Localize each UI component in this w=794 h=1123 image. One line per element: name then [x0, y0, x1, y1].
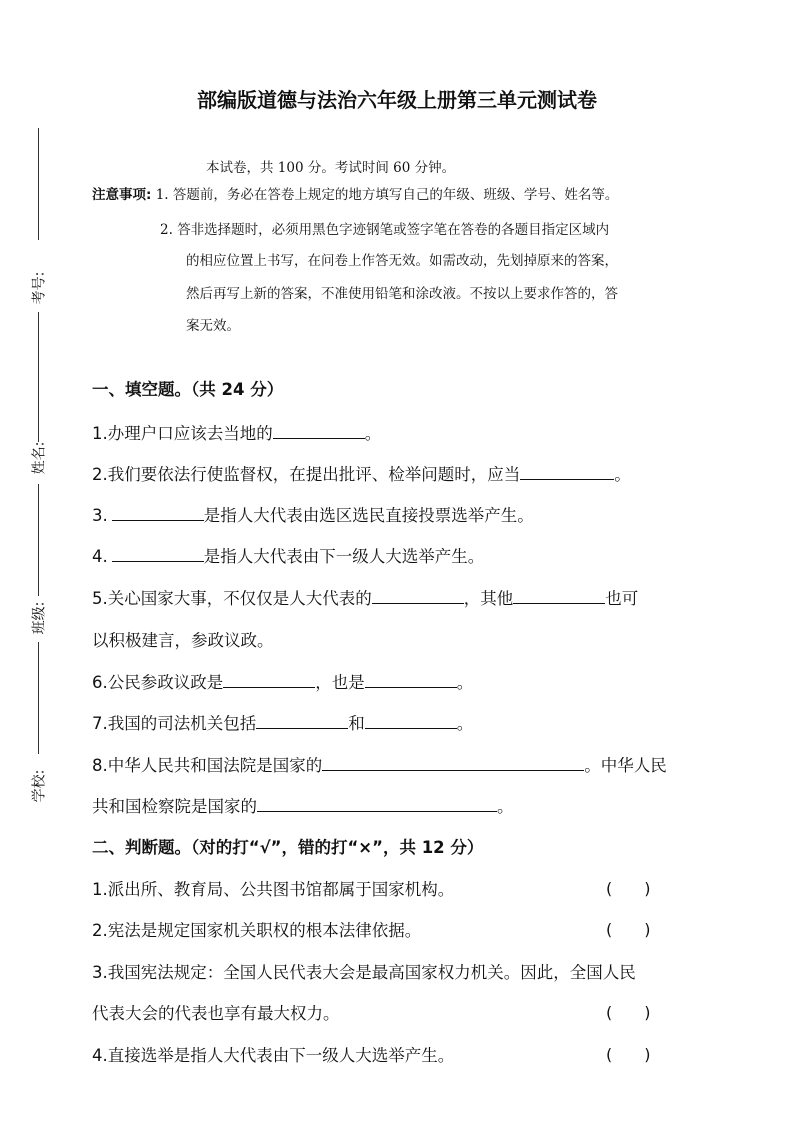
notice-item-1-text: 答题前，务必在答卷上规定的地方填写自己的年级、班级、学号、姓名等。: [172, 187, 619, 203]
judge-question-4: 4.直接选举是指人大代表由下一级人大选举产生。: [92, 1046, 455, 1065]
binding-line-3: [38, 484, 39, 596]
question-6-text-1: 6.公民参政议政是: [92, 673, 224, 692]
question-4-number: 4.: [92, 547, 108, 566]
answer-blank[interactable]: [112, 546, 204, 562]
answer-blank[interactable]: [322, 755, 584, 771]
question-6-end: 。: [456, 673, 474, 692]
question-7-end: 。: [456, 714, 474, 733]
notice-item-1: [92, 183, 618, 203]
answer-blank[interactable]: [520, 464, 614, 480]
question-6-text-2: ，也是: [315, 673, 365, 692]
question-5: [92, 585, 638, 609]
question-7: [92, 710, 473, 734]
question-6: [92, 669, 473, 693]
judge-question-2: 2.宪法是规定国家机关职权的根本法律依据。: [92, 921, 422, 940]
answer-blank[interactable]: [256, 713, 348, 729]
answer-blank[interactable]: [513, 588, 605, 604]
question-5-text-3: 也可: [605, 589, 639, 608]
question-5-text-2: ，其他: [463, 589, 514, 608]
notice-item-2-number: 2.: [160, 222, 173, 238]
question-4-text: 是指人大代表由下一级人大选举产生。: [203, 547, 485, 566]
class-label: 班级:: [31, 601, 48, 635]
notice-item-2-line-1: [160, 218, 609, 238]
question-1: [92, 420, 381, 444]
question-7-text-2: 和: [348, 714, 365, 733]
question-5-text-1: 5.关心国家大事，不仅仅是人大代表的: [92, 589, 372, 608]
question-8-text-3: 共和国检察院是国家的: [92, 797, 257, 816]
answer-blank[interactable]: [365, 713, 457, 729]
exam-title: 部编版道德与法治六年级上册第三单元测试卷: [197, 88, 597, 112]
question-7-text-1: 7.我国的司法机关包括: [92, 714, 257, 733]
notice-item-2-line-2: 的相应位置上书写，在问卷上作答无效。如需改动，先划掉原来的答案，: [186, 253, 618, 269]
question-3-number: 3.: [92, 506, 108, 525]
answer-blank[interactable]: [273, 423, 365, 439]
judge-answer-box-4[interactable]: ( ): [606, 1045, 651, 1064]
judge-question-1: 1.派出所、教育局、公共图书馆都属于国家机构。: [92, 880, 455, 899]
section-1-heading: 一、填空题。（共 24 分）: [92, 380, 284, 399]
judge-answer-box-1[interactable]: ( ): [606, 879, 651, 898]
answer-blank[interactable]: [112, 505, 204, 521]
answer-blank[interactable]: [223, 672, 315, 688]
exam-number-label: 考号:: [31, 271, 48, 305]
section-2-heading: 二、判断题。（对的打“√”，错的打“×”，共 12 分）: [92, 838, 484, 857]
question-2: [92, 461, 631, 485]
question-4: [92, 543, 484, 567]
question-8-line-2: [92, 793, 514, 817]
question-8-text-1: 8.中华人民共和国法院是国家的: [92, 756, 323, 775]
exam-intro: 本试卷，共 100 分。考试时间 60 分钟。: [206, 160, 456, 176]
notice-heading: 注意事项:: [92, 187, 152, 203]
question-1-end: 。: [364, 424, 382, 443]
notice-item-2-line-4: 案无效。: [186, 318, 240, 334]
judge-question-3-line-1: 3.我国宪法规定：全国人民代表大会是最高国家权力机关。因此，全国人民: [92, 963, 636, 982]
answer-blank[interactable]: [372, 588, 464, 604]
binding-line-1: [38, 128, 39, 240]
school-label: 学校:: [31, 769, 48, 803]
notice-item-1-number: 1.: [155, 187, 169, 203]
question-3-text: 是指人大代表由选区选民直接投票选举产生。: [203, 506, 534, 525]
binding-line-4: [38, 642, 39, 754]
notice-item-2-line-3: 然后再写上新的答案，不准使用铅笔和涂改液。不按以上要求作答的，答: [186, 286, 618, 302]
judge-question-3-line-2: 代表大会的代表也享有最大权力。: [92, 1004, 340, 1023]
answer-blank[interactable]: [365, 672, 457, 688]
judge-answer-box-3[interactable]: ( ): [606, 1003, 651, 1022]
question-8: [92, 752, 667, 776]
binding-line-2: [38, 312, 39, 442]
answer-blank[interactable]: [257, 796, 497, 812]
name-label: 姓名:: [31, 441, 48, 475]
question-3: [92, 502, 534, 526]
question-1-text: 1.办理户口应该去当地的: [92, 424, 273, 443]
question-8-end: 。: [497, 797, 514, 816]
question-2-end: 。: [614, 465, 631, 484]
notice-item-2-text-1: 答非选择题时，必须用黑色字迹钢笔或签字笔在答卷的各题目指定区域内: [177, 222, 610, 238]
question-8-text-2: 。中华人民: [584, 756, 667, 775]
judge-answer-box-2[interactable]: ( ): [606, 920, 651, 939]
question-5-line-2: 以积极建言，参政议政。: [92, 631, 274, 650]
question-2-text: 2.我们要依法行使监督权，在提出批评、检举问题时，应当: [92, 465, 521, 484]
